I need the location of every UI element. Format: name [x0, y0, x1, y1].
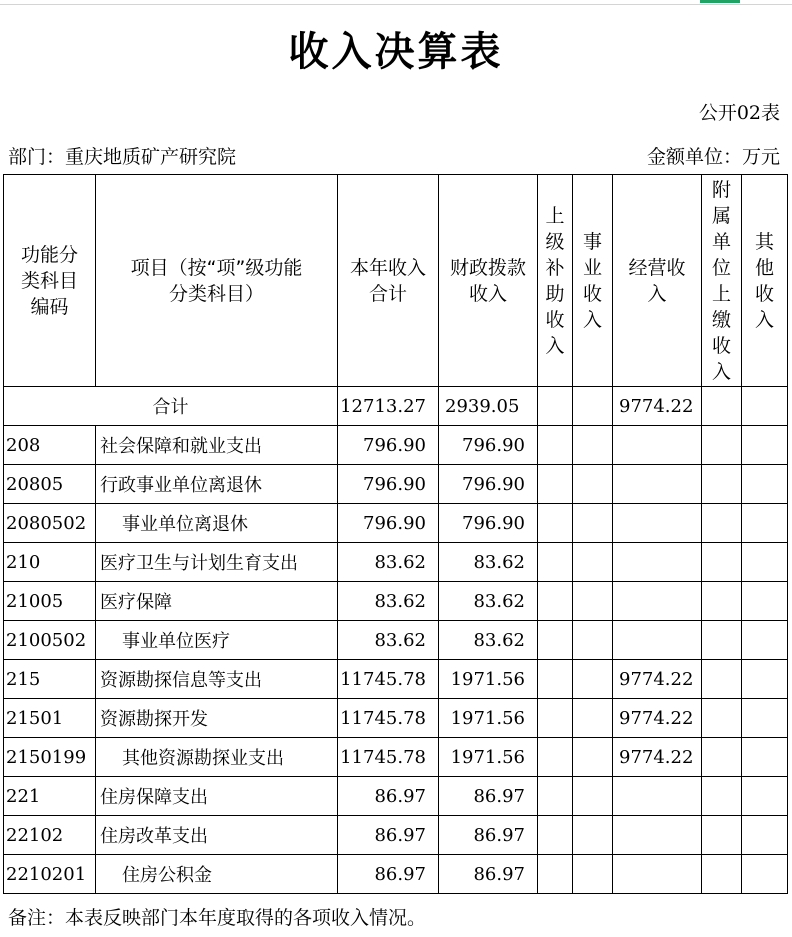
header-item: [96, 175, 338, 387]
row-affiliated: [702, 699, 742, 738]
row-other: [742, 621, 788, 660]
header-text-line: 助: [545, 282, 565, 305]
row-fiscal: 83.62: [439, 543, 538, 582]
table-row: [4, 582, 788, 621]
table-row: [4, 855, 788, 894]
row-superior: [538, 777, 573, 816]
row-item-name: 事业单位医疗: [96, 621, 338, 660]
row-total: 11745.78: [338, 699, 439, 738]
header-text-line: 上: [711, 282, 731, 305]
row-business: [573, 855, 613, 894]
selection-mark: [700, 0, 740, 3]
row-fiscal: 86.97: [439, 816, 538, 855]
row-fiscal: 86.97: [439, 855, 538, 894]
row-other: [742, 777, 788, 816]
row-other: [742, 855, 788, 894]
row-affiliated: [702, 777, 742, 816]
row-business: [573, 582, 613, 621]
row-total: 86.97: [338, 855, 439, 894]
row-business: [573, 660, 613, 699]
row-item-name: 住房保障支出: [96, 777, 338, 816]
total-superior: [538, 387, 573, 426]
header-text-line: 分类科目）: [168, 282, 264, 305]
row-total: 86.97: [338, 777, 439, 816]
total-business: [573, 387, 613, 426]
row-code: 208: [4, 426, 96, 465]
row-operating: 9774.22: [613, 660, 702, 699]
row-total: 83.62: [338, 543, 439, 582]
row-item-name: 社会保障和就业支出: [96, 426, 338, 465]
row-operating: [613, 543, 702, 582]
header-text-line: 功能分: [20, 243, 78, 266]
header-text-line: 收: [711, 334, 731, 357]
row-code: 221: [4, 777, 96, 816]
unit-label: 金额单位：万元: [646, 146, 780, 168]
row-fiscal: 83.62: [439, 582, 538, 621]
row-business: [573, 738, 613, 777]
row-other: [742, 543, 788, 582]
row-other: [742, 699, 788, 738]
row-code: 210: [4, 543, 96, 582]
row-business: [573, 816, 613, 855]
row-other: [742, 504, 788, 543]
total-operating: 9774.22: [613, 387, 702, 426]
row-item-name: 资源勘探开发: [96, 699, 338, 738]
row-affiliated: [702, 582, 742, 621]
header-text-line: 收: [582, 282, 602, 305]
header-text-line: 业: [582, 256, 602, 279]
header-text-line: 入: [754, 308, 774, 331]
row-superior: [538, 426, 573, 465]
header-text-line: 缴: [711, 308, 731, 331]
row-total: 796.90: [338, 465, 439, 504]
row-affiliated: [702, 660, 742, 699]
header-text-line: 合计: [368, 282, 407, 305]
header-text-line: 类科目: [20, 269, 78, 292]
row-operating: [613, 855, 702, 894]
total-other: [742, 387, 788, 426]
header-text-line: 入: [711, 360, 731, 383]
row-item-name: 其他资源勘探业支出: [96, 738, 338, 777]
row-item-name: 医疗保障: [96, 582, 338, 621]
table-row: [4, 660, 788, 699]
row-operating: [613, 465, 702, 504]
footnote: 备注：本表反映部门本年度取得的各项收入情况。: [8, 907, 427, 929]
row-other: [742, 738, 788, 777]
row-total: 83.62: [338, 621, 439, 660]
table-row: [4, 777, 788, 816]
header-other: [742, 175, 788, 387]
header-text-line: 级: [545, 230, 565, 253]
header-text-line: 位: [711, 256, 731, 279]
row-item-name: 住房改革支出: [96, 816, 338, 855]
row-fiscal: 86.97: [439, 777, 538, 816]
row-operating: [613, 582, 702, 621]
total-fiscal: 2939.05: [439, 387, 538, 426]
header-text-line: 入: [582, 308, 602, 331]
row-operating: [613, 504, 702, 543]
table-row: [4, 699, 788, 738]
row-superior: [538, 504, 573, 543]
row-operating: [613, 816, 702, 855]
row-operating: 9774.22: [613, 699, 702, 738]
row-fiscal: 796.90: [439, 426, 538, 465]
table-row: [4, 504, 788, 543]
row-business: [573, 426, 613, 465]
header-text-line: 项目（按“项”级功能: [130, 256, 303, 279]
header-fiscal: [439, 175, 538, 387]
table-row: [4, 738, 788, 777]
row-fiscal: 796.90: [439, 504, 538, 543]
header-text-line: 他: [754, 256, 774, 279]
header-business: [573, 175, 613, 387]
row-business: [573, 621, 613, 660]
row-code: 215: [4, 660, 96, 699]
row-business: [573, 543, 613, 582]
row-business: [573, 465, 613, 504]
header-text-line: 本年收入: [349, 256, 426, 279]
total-row: [4, 387, 788, 426]
department-label: 部门：重庆地质矿产研究院: [8, 146, 237, 168]
header-code: [4, 175, 96, 387]
header-text-line: 单: [711, 230, 731, 253]
row-business: [573, 699, 613, 738]
spreadsheet-top-edge: [0, 0, 792, 5]
row-code: 2100502: [4, 621, 96, 660]
row-operating: [613, 777, 702, 816]
row-affiliated: [702, 738, 742, 777]
header-text-line: 上: [545, 204, 565, 227]
row-item-name: 资源勘探信息等支出: [96, 660, 338, 699]
header-text-line: 收入: [468, 282, 507, 305]
total-affiliated: [702, 387, 742, 426]
row-other: [742, 465, 788, 504]
row-fiscal: 796.90: [439, 465, 538, 504]
header-text-line: 经营收: [628, 256, 686, 279]
header-text-line: 事: [582, 230, 602, 253]
row-superior: [538, 465, 573, 504]
row-item-name: 事业单位离退休: [96, 504, 338, 543]
row-total: 83.62: [338, 582, 439, 621]
header-text-line: 编码: [30, 295, 69, 318]
row-superior: [538, 699, 573, 738]
row-total: 796.90: [338, 504, 439, 543]
row-item-name: 住房公积金: [96, 855, 338, 894]
row-fiscal: 1971.56: [439, 738, 538, 777]
row-superior: [538, 660, 573, 699]
row-total: 796.90: [338, 426, 439, 465]
row-superior: [538, 543, 573, 582]
row-superior: [538, 621, 573, 660]
row-business: [573, 504, 613, 543]
row-code: 2150199: [4, 738, 96, 777]
header-total: [338, 175, 439, 387]
row-affiliated: [702, 621, 742, 660]
row-other: [742, 816, 788, 855]
header-text-line: 入: [545, 334, 565, 357]
form-number: 公开02表: [698, 102, 780, 124]
row-code: 20805: [4, 465, 96, 504]
row-affiliated: [702, 426, 742, 465]
header-text-line: 收: [754, 282, 774, 305]
header-text-line: 补: [545, 256, 565, 279]
table-row: [4, 543, 788, 582]
row-affiliated: [702, 465, 742, 504]
row-code: 22102: [4, 816, 96, 855]
row-superior: [538, 855, 573, 894]
row-operating: [613, 621, 702, 660]
row-code: 21005: [4, 582, 96, 621]
row-total: 86.97: [338, 816, 439, 855]
table-row: [4, 465, 788, 504]
header-affiliated: [702, 175, 742, 387]
total-label: 合计: [4, 387, 338, 426]
row-total: 11745.78: [338, 738, 439, 777]
header-superior: [538, 175, 573, 387]
row-item-name: 医疗卫生与计划生育支出: [96, 543, 338, 582]
row-other: [742, 426, 788, 465]
table-row: [4, 816, 788, 855]
row-superior: [538, 582, 573, 621]
row-fiscal: 83.62: [439, 621, 538, 660]
row-operating: [613, 426, 702, 465]
row-fiscal: 1971.56: [439, 660, 538, 699]
row-superior: [538, 816, 573, 855]
row-code: 21501: [4, 699, 96, 738]
row-item-name: 行政事业单位离退休: [96, 465, 338, 504]
header-operating: [613, 175, 702, 387]
header-text-line: 其: [754, 230, 774, 253]
row-affiliated: [702, 543, 742, 582]
row-code: 2080502: [4, 504, 96, 543]
row-affiliated: [702, 504, 742, 543]
row-other: [742, 660, 788, 699]
header-text-line: 收: [545, 308, 565, 331]
page-title: 收入决算表: [288, 28, 504, 75]
table-row: [4, 426, 788, 465]
row-total: 11745.78: [338, 660, 439, 699]
income-table: [3, 174, 788, 894]
header-text-line: 入: [647, 282, 667, 305]
header-text-line: 属: [711, 204, 731, 227]
row-affiliated: [702, 855, 742, 894]
table-row: [4, 621, 788, 660]
row-business: [573, 777, 613, 816]
row-superior: [538, 738, 573, 777]
row-other: [742, 582, 788, 621]
row-code: 2210201: [4, 855, 96, 894]
row-fiscal: 1971.56: [439, 699, 538, 738]
row-operating: 9774.22: [613, 738, 702, 777]
total-amount: 12713.27: [338, 387, 439, 426]
header-text-line: 财政拨款: [449, 256, 526, 279]
row-affiliated: [702, 816, 742, 855]
header-text-line: 附: [711, 178, 731, 201]
